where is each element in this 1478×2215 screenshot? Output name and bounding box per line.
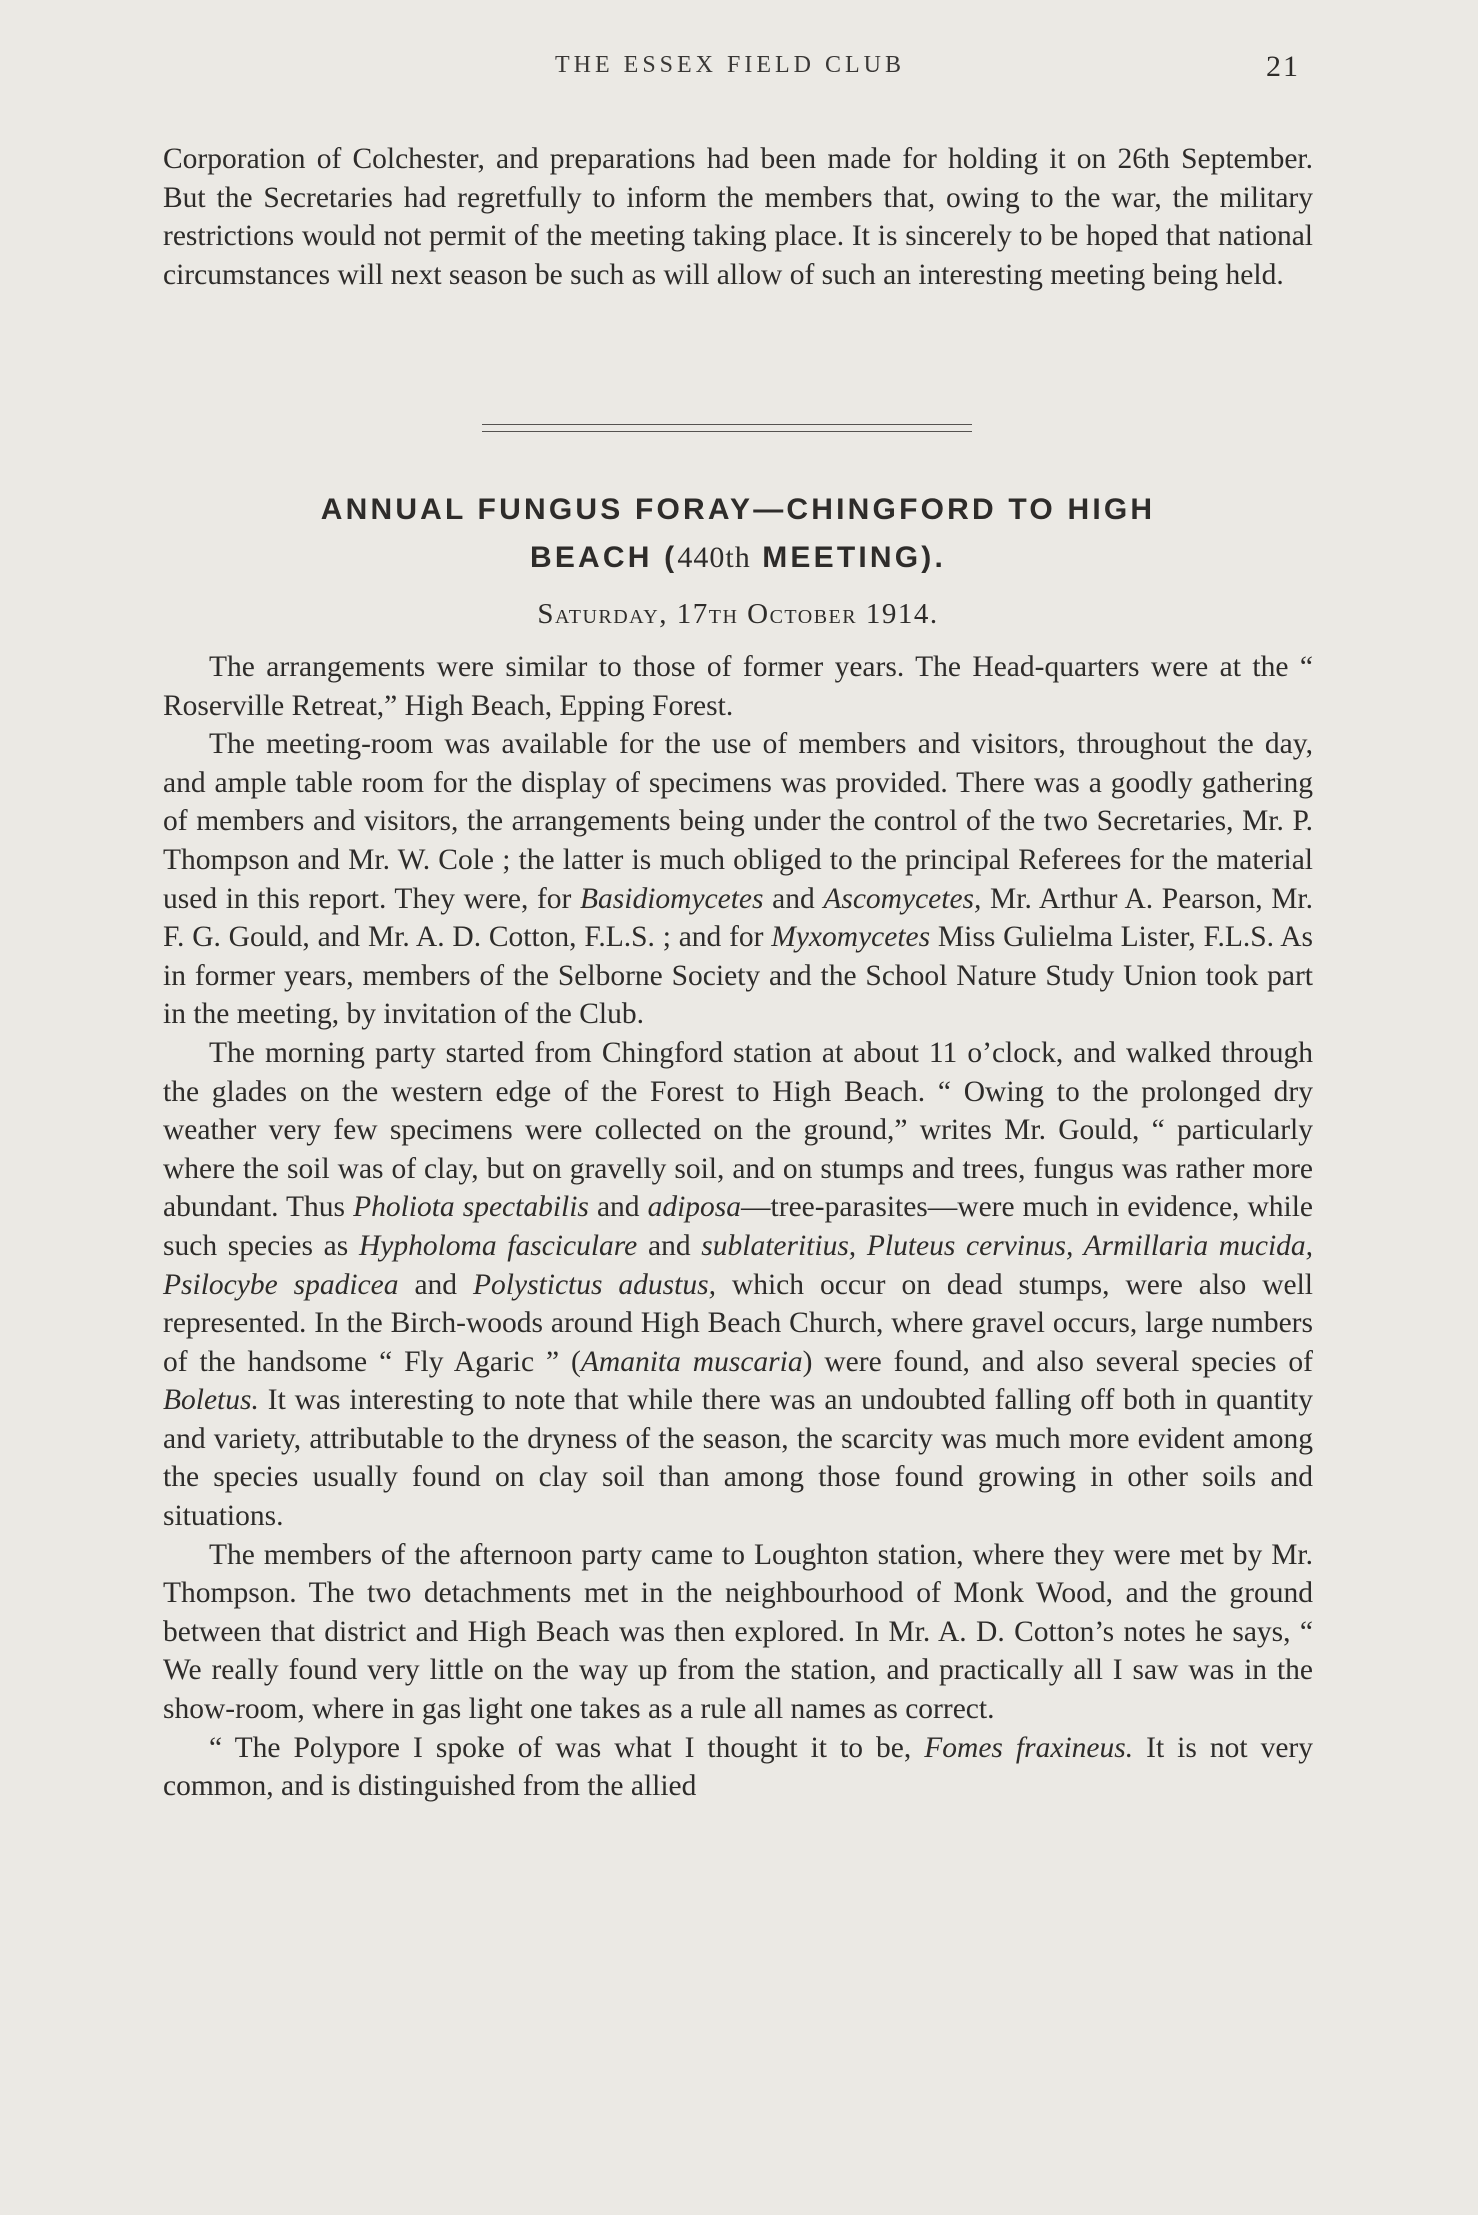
continuation-text: Corporation of Colchester, and preparations had been made for holding it on 26th September. But the Secretaries had regretfully to inform the members that, owing to the war, the military restrictions would not permit of the meeting taking place. It is sincerely to be hoped that national circumstances will next season be such as will allow of such an interesting meeting being held. [163, 143, 1313, 291]
p3-text-c: —tree-parasites—were much in evidence, while such species as [163, 1191, 1313, 1262]
p2-italic-2: Ascomycetes, [823, 882, 982, 915]
paragraph-2 [163, 725, 1313, 1034]
paragraph-1: The arrangements were similar to those of former years. The Head-quarters were at the “ Roserville Retreat,” High Beach, Epping Forest. [163, 651, 1313, 722]
p5-text-b: It is not very common, and is distinguished from the allied [163, 1731, 1314, 1803]
p5-text-a: “ The Polypore I spoke of was what I thought it to be, [209, 1731, 925, 1764]
paragraph-4: The members of the afternoon party came to Loughton station, where they were met by Mr. Thompson. The two detachments met in the neighbourhood of Monk Wood, and the ground between that district and High Beach was then explored. In Mr. A. D. Cotton’s notes he says, “ We really found very little on the way up from the station, and practically all I saw was in the show-room, where in gas light one takes as a rule all names as correct. [163, 1538, 1313, 1726]
p5-italic-1: Fomes fraxineus. [924, 1731, 1134, 1764]
p3-italic-1: Pholiota spectabilis [353, 1191, 589, 1224]
p2-text-d: Miss Gulielma Lister, F.L.S. As in former years, members of the Selborne Society and the School Nature Study Union took part in the meeting, by invitation of the Club. [163, 921, 1313, 1031]
p3-text-g: ) were found, and also several species of [802, 1345, 1313, 1378]
p2-italic-1: Basidiomycetes [580, 882, 764, 915]
p3-italic-5: Polystictus adustus, [473, 1268, 716, 1301]
section-divider [482, 424, 972, 432]
p2-italic-3: Myxomycetes [771, 921, 931, 954]
title-line-2-post: MEETING). [750, 541, 947, 574]
p3-text-b: and [588, 1191, 648, 1224]
page-number: 21 [1266, 50, 1300, 83]
p3-italic-4: sublateritius, Pluteus cervinus, Armillaria mucida, Psilocybe spadicea [163, 1229, 1314, 1301]
p2-text-b: and [763, 882, 824, 915]
continuation-paragraph [163, 140, 1313, 294]
article-title [163, 486, 1313, 582]
p3-italic-7: Boletus. [163, 1384, 259, 1417]
article-title-line-1: ANNUAL FUNGUS FORAY—CHINGFORD TO HIGH [320, 493, 1156, 526]
p3-italic-2: adiposa [647, 1191, 742, 1224]
paragraph-5 [163, 1729, 1313, 1806]
p3-text-f: which occur on dead stumps, were also well represented. In the Birch-woods around High Beach Church, where gravel occurs, large numbers of the handsome “ Fly Agaric ” ( [163, 1268, 1314, 1378]
p3-text-a: The morning party started from Chingford station at about 11 o’clock, and walked through the glades on the western edge of the Forest to High Beach. “ Owing to the prolonged dry weather very few specimens were collected on the ground,” writes Mr. Gould, “ particularly where the soil was of clay, but on gravelly soil, and on stumps and trees, fungus was rather more abundant. Thus [163, 1036, 1313, 1224]
p3-text-d: and [637, 1229, 702, 1262]
paragraph-3 [163, 1034, 1313, 1536]
article-title-line-2 [163, 534, 1313, 582]
title-line-2-pre: BEACH ( [529, 541, 678, 574]
article-dateline: Saturday, 17th October 1914. [537, 598, 939, 630]
p2-text-c: Mr. Arthur A. Pearson, Mr. F. G. Gould, and Mr. A. D. Cotton, F.L.S. ; and for [163, 882, 1313, 954]
p3-text-e: and [398, 1268, 474, 1301]
running-head [160, 52, 1300, 92]
article-body [163, 648, 1313, 1806]
p3-italic-3: Hypholoma fasciculare [358, 1229, 638, 1262]
meeting-number: 440th [677, 541, 751, 574]
p3-italic-6: Amanita muscaria [580, 1345, 803, 1378]
running-title: THE ESSEX FIELD CLUB [555, 52, 905, 78]
p3-text-h: It was interesting to note that while there was an undoubted falling off both in quantity and variety, attributable to the dryness of the season, the scarcity was much more evident among the species usually found on clay soil than among those found growing in other soils and situations. [163, 1384, 1313, 1533]
p2-text-a: The meeting-room was available for the use of members and visitors, throughout the day, and ample table room for the display of specimens was provided. There was a goodly gathering of members and visitors, the arrangements being under the control of the two Secretaries, Mr. P. Thompson and Mr. W. Cole ; the latter is much obliged to the principal Referees for the material used in this report. They were, for [163, 728, 1313, 915]
